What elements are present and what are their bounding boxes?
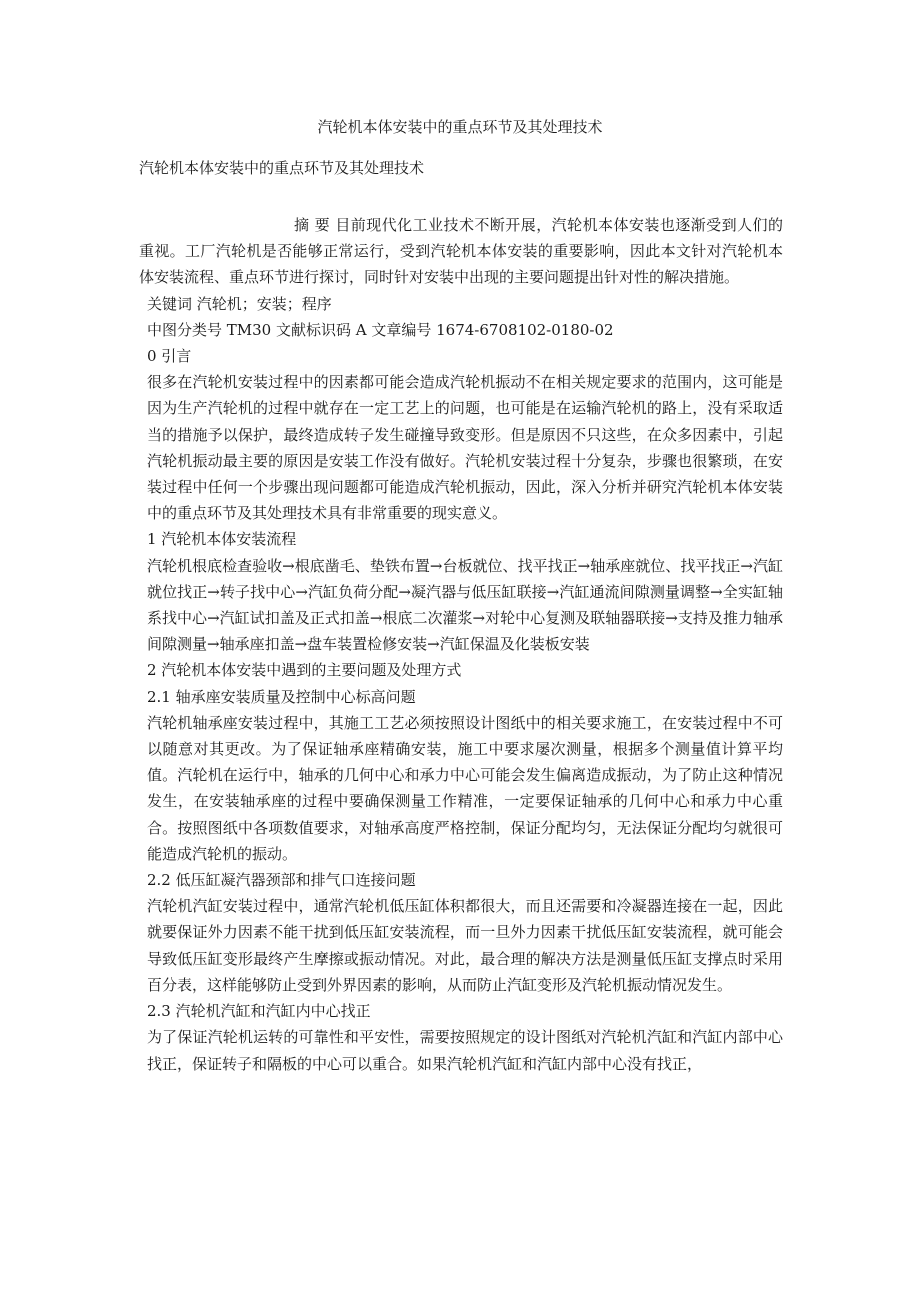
section-heading-2-1: 2.1 轴承座安装质量及控制中心标高问题 <box>147 687 416 706</box>
section-2-1-paragraph: 汽轮机轴承座安装过程中，其施工工艺必须按照设计图纸中的相关要求施工，在安装过程中不可以随意对其更改。为了保证轴承座精确安装，施工中要求屡次测量，根据多个测量值计算平均值。汽轮机在运行中，轴承的几何中心和承力中心可能会发生偏离造成振动，为了防止这种情况发生，在安装轴承座的过程中要确保测量工作精准，一定要保证轴承的几何中心和承力中心重合。按照图纸中各项数值要求，对轴承高度严格控制，保证分配均匀，无法保证分配均匀就很可能造成汽轮机的振动。 <box>147 713 783 863</box>
document-body <box>139 212 783 1077</box>
section-2-3-paragraph: 为了保证汽轮机运转的可靠性和平安性，需要按照规定的设计图纸对汽轮机汽缸和汽缸内部中心找正，保证转子和隔板的中心可以重合。如果汽轮机汽缸和汽缸内部中心没有找正， <box>147 1028 783 1073</box>
section-heading-2-2: 2.2 低压缸凝汽器颈部和排气口连接问题 <box>147 871 416 890</box>
document-title: 汽轮机本体安装中的重点环节及其处理技术 <box>317 118 603 136</box>
section-2-2-paragraph: 汽轮机汽缸安装过程中，通常汽轮机低压缸体积都很大，而且还需要和冷凝器连接在一起，因此就要保证外力因素不能干扰到低压缸安装流程，而一旦外力因素干扰低压缸安装流程，就可能会导致低压缸变形最终产生摩擦或振动情况。对此，最合理的解决方法是测量低压缸支撑点时采用百分表，这样能够防止受到外界因素的影响，从而防止汽缸变形及汽轮机振动情况发生。 <box>147 897 783 994</box>
intro-paragraph: 很多在汽轮机安装过程中的因素都可能会造成汽轮机振动不在相关规定要求的范围内，这可能是因为生产汽轮机的过程中就存在一定工艺上的问题，也可能是在运输汽轮机的路上，没有采取适当的措施予以保护，最终造成转子发生碰撞导致变形。但是原因不只这些，在众多因素中，引起汽轮机振动最主要的原因是安装工作没有做好。汽轮机安装过程十分复杂，步骤也很繁琐，在安装过程中任何一个步骤出现问题都可能造成汽轮机振动，因此，深入分析并研究汽轮机本体安装中的重点环节及其处理技术具有非常重要的现实意义。 <box>147 373 783 523</box>
keywords-line: 关键词 汽轮机；安装；程序 <box>147 294 332 313</box>
section-heading-1: 1 汽轮机本体安装流程 <box>147 530 297 549</box>
section-heading-2-3: 2.3 汽轮机汽缸和汽缸内中心找正 <box>147 1002 371 1021</box>
section-heading-intro: 0 引言 <box>147 347 192 366</box>
document-subtitle: 汽轮机本体安装中的重点环节及其处理技术 <box>139 159 425 177</box>
installation-flow-paragraph: 汽轮机根底检查验收→根底凿毛、垫铁布置→台板就位、找平找正→轴承座就位、找平找正→汽缸就位找正→转子找中心→汽缸负荷分配→凝汽器与低压缸联接→汽缸通流间隙测量调整→全实缸轴系找中心→汽缸试扣盖及正式扣盖→根底二次灌浆→对轮中心复测及联轴器联接→支持及推力轴承间隙测量→轴承座扣盖→盘车装置检修安装→汽缸保温及化装板安装 <box>147 556 783 654</box>
abstract-paragraph: 摘 要 目前现代化工业技术不断开展，汽轮机本体安装也逐渐受到人们的重视。工厂汽轮机是否能够正常运行，受到汽轮机本体安装的重要影响，因此本文针对汽轮机本体安装流程、重点环节进行探讨，同时针对安装中出现的主要问题提出针对性的解决措施。 <box>139 216 783 287</box>
classification-line: 中图分类号 TM30 文献标识码 A 文章编号 1674-6708102-0180-02 <box>147 320 614 339</box>
section-heading-2: 2 汽轮机本体安装中遇到的主要问题及处理方式 <box>147 661 462 680</box>
